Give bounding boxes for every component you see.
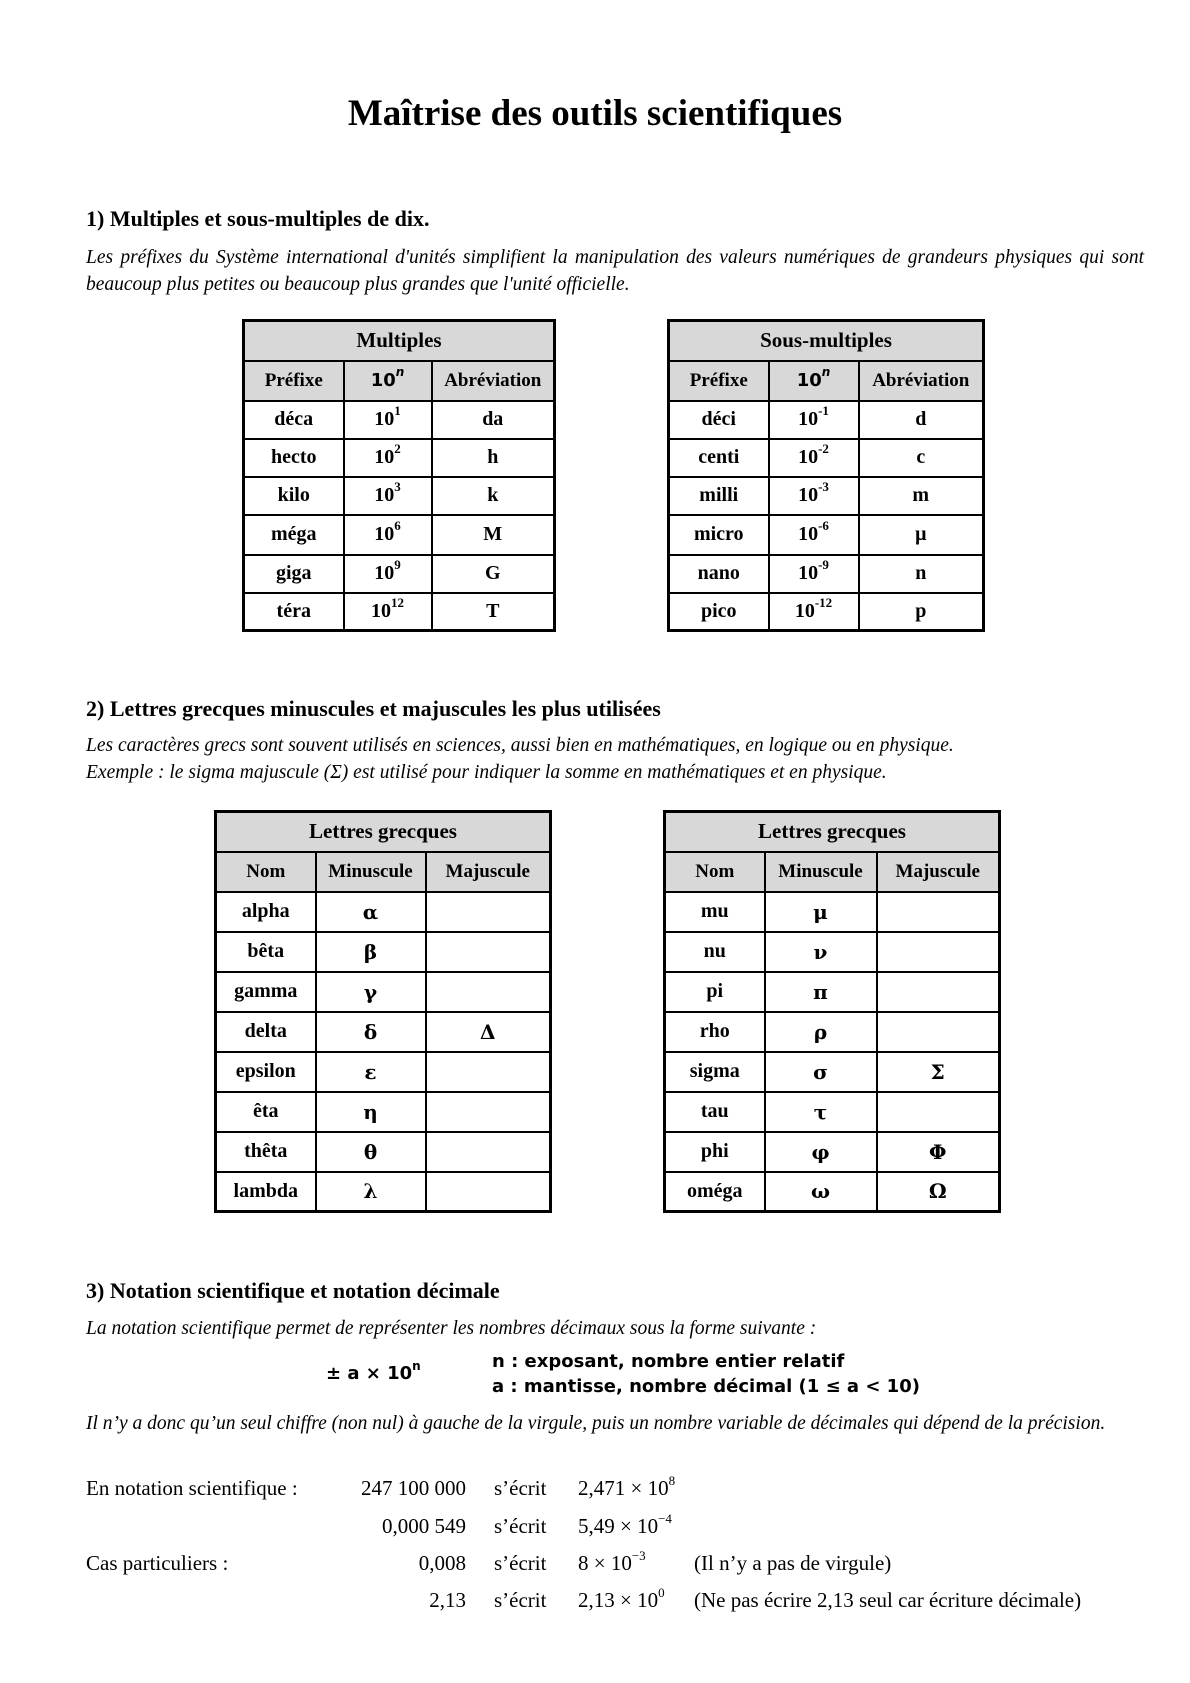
greek-lowercase-cell: β bbox=[316, 932, 426, 972]
greek-lowercase-cell: γ bbox=[316, 972, 426, 1012]
power-base: 10 bbox=[798, 446, 819, 468]
example-number: 247 100 000 bbox=[361, 1476, 466, 1500]
table-row bbox=[669, 439, 984, 477]
power-exponent: -1 bbox=[818, 403, 829, 419]
table-row bbox=[665, 1092, 1000, 1132]
power-cell bbox=[344, 555, 432, 593]
abbreviation-cell: m bbox=[859, 477, 984, 515]
mantissa: 5,49 × 10 bbox=[578, 1514, 659, 1538]
table-row bbox=[669, 515, 984, 555]
example-number: 2,13 bbox=[429, 1588, 466, 1612]
prefix-cell: téra bbox=[244, 593, 344, 631]
power-exponent: -3 bbox=[818, 479, 829, 495]
table-row bbox=[216, 892, 551, 932]
greek-lowercase-cell: λ bbox=[316, 1172, 426, 1212]
table-row bbox=[665, 1172, 1000, 1212]
power-base: 10 bbox=[798, 484, 819, 506]
greek-lowercase-cell: π bbox=[765, 972, 877, 1012]
exponent: 0 bbox=[658, 1585, 665, 1600]
mantissa: 2,471 × 10 bbox=[578, 1476, 669, 1500]
table-row bbox=[665, 1132, 1000, 1172]
prefix-cell: déca bbox=[244, 401, 344, 439]
greek-uppercase-cell bbox=[426, 1052, 551, 1092]
greek-name-cell: alpha bbox=[216, 892, 316, 932]
greek-lowercase-cell: μ bbox=[765, 892, 877, 932]
power-exponent: 1 bbox=[394, 403, 401, 419]
greek-name-cell: pi bbox=[665, 972, 765, 1012]
col-header-abbreviation: Abréviation bbox=[859, 361, 984, 401]
greek-name-cell: epsilon bbox=[216, 1052, 316, 1092]
greek-name-cell: gamma bbox=[216, 972, 316, 1012]
power-cell bbox=[769, 593, 859, 631]
greek-uppercase-cell bbox=[877, 932, 1000, 972]
power-base: 10 bbox=[798, 523, 819, 545]
example-verb: s’écrit bbox=[494, 1476, 547, 1500]
example-scientific bbox=[578, 1473, 676, 1501]
mantissa: 8 × 10 bbox=[578, 1551, 632, 1575]
greek-uppercase-cell: Ω bbox=[877, 1172, 1000, 1212]
greek-lowercase-cell: δ bbox=[316, 1012, 426, 1052]
prefix-cell: hecto bbox=[244, 439, 344, 477]
example-scientific bbox=[578, 1511, 672, 1539]
greek-lowercase-cell: ε bbox=[316, 1052, 426, 1092]
page-title: Maîtrise des outils scientifiques bbox=[347, 93, 843, 134]
table-row bbox=[665, 972, 1000, 1012]
greek-name-cell: bêta bbox=[216, 932, 316, 972]
table-row bbox=[665, 1012, 1000, 1052]
greek-lowercase-cell: ν bbox=[765, 932, 877, 972]
greek-name-cell: êta bbox=[216, 1092, 316, 1132]
section-2-intro-line-1: Les caractères grecs sont souvent utilisés en sciences, aussi bien en mathématiques, en logique ou en physique. bbox=[86, 735, 954, 756]
abbreviation-cell: p bbox=[859, 593, 984, 631]
greek-uppercase-cell bbox=[426, 892, 551, 932]
table-row bbox=[244, 515, 555, 555]
greek-name-cell: oméga bbox=[665, 1172, 765, 1212]
power-cell bbox=[344, 515, 432, 555]
greek-name-cell: lambda bbox=[216, 1172, 316, 1212]
greek-uppercase-cell bbox=[426, 1132, 551, 1172]
power-cell bbox=[344, 401, 432, 439]
table-row bbox=[244, 439, 555, 477]
section-3-intro: La notation scientifique permet de représenter les nombres décimaux sous la forme suivante : bbox=[86, 1318, 817, 1339]
submultiples-table bbox=[667, 319, 985, 632]
table-row bbox=[665, 932, 1000, 972]
col-header-abbreviation: Abréviation bbox=[432, 361, 555, 401]
power-base: 10 bbox=[374, 408, 395, 430]
greek-name-cell: tau bbox=[665, 1092, 765, 1132]
col-header-lowercase: Minuscule bbox=[765, 852, 877, 892]
example-verb: s’écrit bbox=[494, 1588, 547, 1612]
greek-name-cell: thêta bbox=[216, 1132, 316, 1172]
prefix-cell: giga bbox=[244, 555, 344, 593]
table-row bbox=[244, 477, 555, 515]
greek-lowercase-cell: θ bbox=[316, 1132, 426, 1172]
greek-name-cell: nu bbox=[665, 932, 765, 972]
submultiples-table-title: Sous-multiples bbox=[669, 321, 984, 361]
formula-definitions bbox=[492, 1349, 920, 1399]
greek-letters-table-right bbox=[663, 810, 1001, 1213]
mantissa-definition: a : mantisse, nombre décimal (1 ≤ a < 10) bbox=[492, 1376, 920, 1397]
greek-name-cell: delta bbox=[216, 1012, 316, 1052]
greek-name-cell: sigma bbox=[665, 1052, 765, 1092]
greek-table-title: Lettres grecques bbox=[216, 812, 551, 852]
power-cell bbox=[769, 439, 859, 477]
table-row bbox=[216, 1092, 551, 1132]
table-row bbox=[216, 932, 551, 972]
power-base: 10 bbox=[798, 562, 819, 584]
greek-name-cell: phi bbox=[665, 1132, 765, 1172]
example-verb: s’écrit bbox=[494, 1514, 547, 1538]
power-base: 10 bbox=[374, 562, 395, 584]
abbreviation-cell: k bbox=[432, 477, 555, 515]
power-base: 10 bbox=[371, 599, 391, 622]
power-base: 10 bbox=[374, 523, 395, 545]
table-row bbox=[665, 1052, 1000, 1092]
exponent-definition: n : exposant, nombre entier relatif bbox=[492, 1351, 845, 1372]
greek-uppercase-cell bbox=[877, 892, 1000, 932]
example-label: En notation scientifique : bbox=[86, 1476, 298, 1500]
col-header-prefix: Préfixe bbox=[669, 361, 769, 401]
power-exponent: 12 bbox=[391, 595, 404, 611]
col-header-uppercase: Majuscule bbox=[426, 852, 551, 892]
section-1-heading: 1) Multiples et sous-multiples de dix. bbox=[86, 206, 430, 231]
col-header-power: 10$^n$ bbox=[769, 361, 859, 401]
table-row bbox=[244, 593, 555, 631]
section-2-intro-line-2: Exemple : le sigma majuscule (Σ) est utilisé pour indiquer la somme en mathématiques et en physique. bbox=[86, 762, 887, 783]
greek-name-cell: rho bbox=[665, 1012, 765, 1052]
table-row bbox=[244, 555, 555, 593]
prefix-cell: déci bbox=[669, 401, 769, 439]
example-scientific bbox=[578, 1548, 646, 1576]
power-exponent: -12 bbox=[814, 595, 833, 611]
power-exponent: 6 bbox=[394, 518, 401, 534]
example-number: 0,000 549 bbox=[382, 1514, 466, 1538]
abbreviation-cell: n bbox=[859, 555, 984, 593]
power-base: 10 bbox=[374, 446, 395, 468]
greek-uppercase-cell bbox=[426, 932, 551, 972]
greek-uppercase-cell bbox=[877, 1092, 1000, 1132]
greek-lowercase-cell: φ bbox=[765, 1132, 877, 1172]
example-scientific bbox=[578, 1585, 665, 1613]
greek-name-cell: mu bbox=[665, 892, 765, 932]
col-header-prefix: Préfixe bbox=[244, 361, 344, 401]
power-cell bbox=[344, 439, 432, 477]
section-2-heading: 2) Lettres grecques minuscules et majuscules les plus utilisées bbox=[86, 696, 661, 721]
greek-lowercase-cell: σ bbox=[765, 1052, 877, 1092]
abbreviation-cell: G bbox=[432, 555, 555, 593]
abbreviation-cell: c bbox=[859, 439, 984, 477]
power-cell bbox=[769, 515, 859, 555]
prefix-cell: kilo bbox=[244, 477, 344, 515]
power-exponent: -6 bbox=[818, 518, 829, 534]
exponent: −3 bbox=[631, 1548, 646, 1563]
power-exponent: -9 bbox=[818, 557, 829, 573]
example-number: 0,008 bbox=[418, 1551, 466, 1575]
greek-letters-table-left bbox=[214, 810, 552, 1213]
power-cell bbox=[344, 593, 432, 631]
greek-uppercase-cell bbox=[426, 1172, 551, 1212]
abbreviation-cell: da bbox=[432, 401, 555, 439]
exponent: −4 bbox=[658, 1511, 672, 1526]
abbreviation-cell: M bbox=[432, 515, 555, 555]
power-base: 10 bbox=[374, 484, 395, 506]
greek-uppercase-cell bbox=[877, 972, 1000, 1012]
table-row bbox=[216, 1052, 551, 1092]
scientific-notation-formula: ± $a \times 10^n$ bbox=[326, 1359, 421, 1384]
multiples-table bbox=[242, 319, 556, 632]
table-row bbox=[665, 892, 1000, 932]
greek-lowercase-cell: η bbox=[316, 1092, 426, 1132]
power-cell bbox=[344, 477, 432, 515]
greek-table-title: Lettres grecques bbox=[665, 812, 1000, 852]
prefix-cell: pico bbox=[669, 593, 769, 631]
greek-lowercase-cell: τ bbox=[765, 1092, 877, 1132]
greek-uppercase-cell bbox=[426, 972, 551, 1012]
example-label: Cas particuliers : bbox=[86, 1551, 229, 1575]
greek-uppercase-cell: Δ bbox=[426, 1012, 551, 1052]
prefix-cell: nano bbox=[669, 555, 769, 593]
greek-lowercase-cell: α bbox=[316, 892, 426, 932]
table-row bbox=[669, 401, 984, 439]
table-row bbox=[216, 1132, 551, 1172]
prefix-cell: méga bbox=[244, 515, 344, 555]
exponent: 8 bbox=[668, 1473, 676, 1488]
table-row bbox=[216, 972, 551, 1012]
table-row bbox=[669, 555, 984, 593]
greek-uppercase-cell: Σ bbox=[877, 1052, 1000, 1092]
greek-uppercase-cell: Φ bbox=[877, 1132, 1000, 1172]
prefix-cell: milli bbox=[669, 477, 769, 515]
power-base: 10 bbox=[798, 408, 819, 430]
abbreviation-cell: d bbox=[859, 401, 984, 439]
power-cell bbox=[769, 477, 859, 515]
abbreviation-cell: h bbox=[432, 439, 555, 477]
table-row bbox=[216, 1172, 551, 1212]
power-exponent: 2 bbox=[394, 441, 401, 457]
prefix-cell: centi bbox=[669, 439, 769, 477]
power-cell bbox=[769, 401, 859, 439]
power-base: 10 bbox=[794, 599, 815, 622]
col-header-name: Nom bbox=[216, 852, 316, 892]
example-verb: s’écrit bbox=[494, 1551, 547, 1575]
table-row bbox=[216, 1012, 551, 1052]
table-row bbox=[669, 477, 984, 515]
prefix-cell: micro bbox=[669, 515, 769, 555]
col-header-power: 10$^n$ bbox=[344, 361, 432, 401]
abbreviation-cell: μ bbox=[859, 515, 984, 555]
example-note: (Il n’y a pas de virgule) bbox=[694, 1551, 892, 1575]
power-exponent: -2 bbox=[818, 441, 829, 457]
section-3-explanation: Il n’y a donc qu’un seul chiffre (non nul) à gauche de la virgule, puis un nombre variable de décimales qui dépend de la précision. bbox=[86, 1413, 1106, 1434]
col-header-name: Nom bbox=[665, 852, 765, 892]
power-exponent: 9 bbox=[394, 557, 401, 573]
table-row bbox=[669, 593, 984, 631]
greek-uppercase-cell bbox=[877, 1012, 1000, 1052]
col-header-lowercase: Minuscule bbox=[316, 852, 426, 892]
example-note: (Ne pas écrire 2,13 seul car écriture décimale) bbox=[694, 1588, 1082, 1612]
col-header-uppercase: Majuscule bbox=[877, 852, 1000, 892]
greek-lowercase-cell: ω bbox=[765, 1172, 877, 1212]
mantissa: 2,13 × 10 bbox=[578, 1588, 659, 1612]
multiples-table-title: Multiples bbox=[244, 321, 555, 361]
table-row bbox=[244, 401, 555, 439]
greek-uppercase-cell bbox=[426, 1092, 551, 1132]
power-exponent: 3 bbox=[394, 479, 401, 495]
abbreviation-cell: T bbox=[432, 593, 555, 631]
section-1-intro: Les préfixes du Système international d'unités simplifient la manipulation des valeurs numériques de grandeurs physiques qui sont beaucoup plus petites ou beaucoup plus grandes que l'unité officielle. bbox=[86, 247, 1144, 295]
power-cell bbox=[769, 555, 859, 593]
greek-lowercase-cell: ρ bbox=[765, 1012, 877, 1052]
section-3-heading: 3) Notation scientifique et notation décimale bbox=[86, 1278, 500, 1303]
